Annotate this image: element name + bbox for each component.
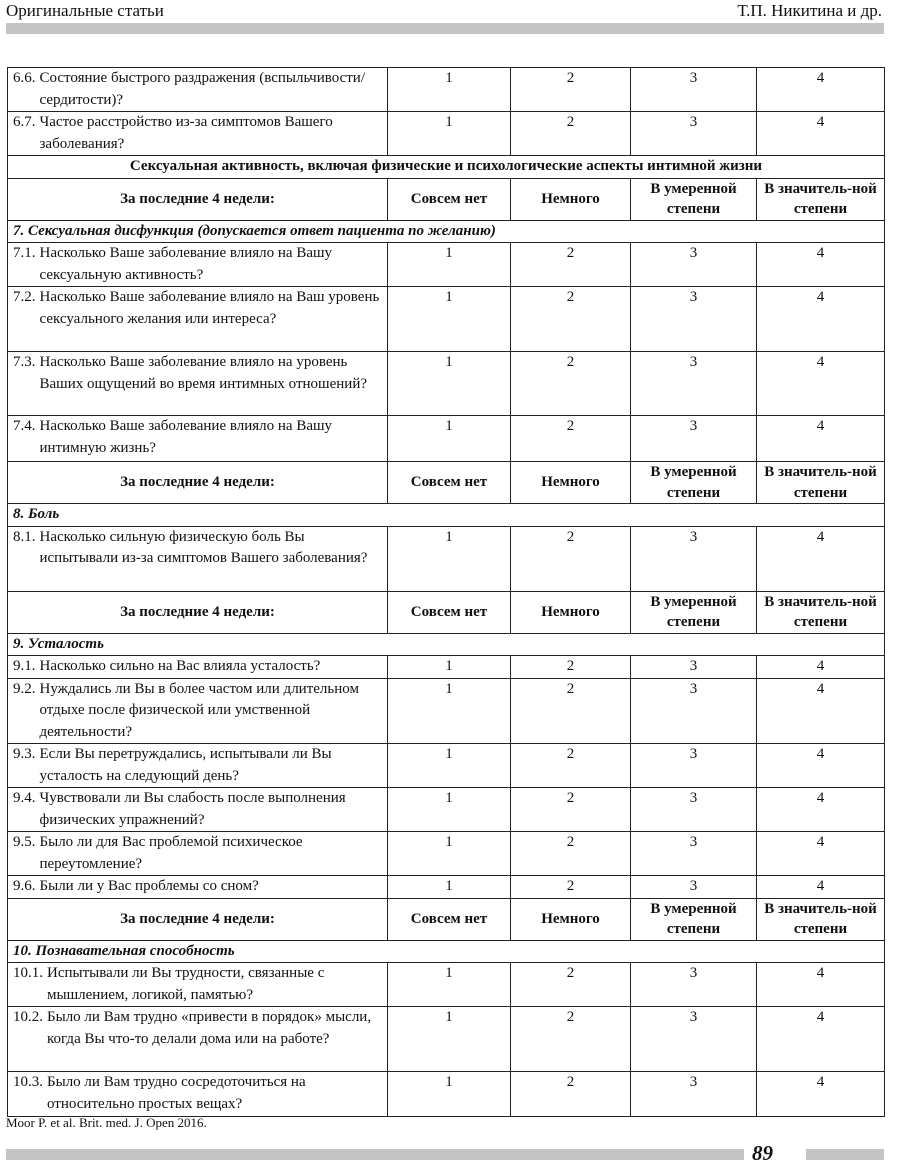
question-number: 6.7. — [13, 114, 36, 130]
not-at-all-header: Совсем нет — [388, 591, 511, 633]
questionnaire-table — [7, 67, 885, 1117]
period-header: За последние 4 недели: — [8, 462, 388, 504]
question-row — [8, 416, 885, 462]
question-row — [8, 788, 885, 832]
question-row — [8, 963, 885, 1007]
section-title-row — [8, 940, 885, 963]
question-text: Были ли у Вас проблемы со сном? — [39, 878, 259, 894]
question-number: 9.6. — [13, 878, 36, 894]
answer-score: 2 — [511, 287, 631, 352]
question-content — [13, 527, 384, 570]
answer-score: 2 — [511, 416, 631, 462]
question-number: 6.6. — [13, 70, 36, 86]
answer-score: 1 — [388, 243, 511, 287]
answer-score: 4 — [757, 526, 885, 591]
column-header-row — [8, 178, 885, 220]
answer-score: 1 — [388, 656, 511, 679]
answer-score: 1 — [388, 68, 511, 112]
question-number: 8.1. — [13, 528, 36, 545]
answer-score: 2 — [511, 1007, 631, 1072]
answer-score: 3 — [631, 1007, 757, 1072]
answer-score: 3 — [631, 788, 757, 832]
running-header — [0, 0, 900, 22]
question-row — [8, 656, 885, 679]
question-text: Состояние быстрого раздражения (вспыльчивости/сердитости)? — [39, 70, 366, 108]
answer-score: 1 — [388, 788, 511, 832]
moderately-header: В умеренной степени — [631, 898, 757, 940]
section-title-row — [8, 504, 885, 527]
section-title: 7. Сексуальная дисфункция (допускается ответ пациента по желанию) — [8, 220, 885, 243]
moderately-header: В умеренной степени — [631, 178, 757, 220]
answer-score: 4 — [757, 1072, 885, 1117]
answer-score: 4 — [757, 68, 885, 112]
question-text: Насколько сильную физическую боль Вы испытывали из-за симптомов Вашего заболевания? — [39, 528, 368, 566]
period-header: За последние 4 недели: — [8, 898, 388, 940]
answer-score: 2 — [511, 243, 631, 287]
question-number: 9.1. — [13, 658, 36, 674]
answer-score: 1 — [388, 678, 511, 744]
question-row — [8, 68, 885, 112]
question-row — [8, 112, 885, 156]
answer-score: 3 — [631, 243, 757, 287]
header-rule — [6, 23, 884, 34]
answer-score: 3 — [631, 68, 757, 112]
a-little-header: Немного — [511, 178, 631, 220]
question-content — [13, 243, 384, 286]
moderately-header: В умеренной степени — [631, 462, 757, 504]
answer-score: 3 — [631, 876, 757, 899]
question-row — [8, 1007, 885, 1072]
not-at-all-header: Совсем нет — [388, 898, 511, 940]
considerably-header: В значитель-ной степени — [757, 591, 885, 633]
question-text: Испытывали ли Вы трудности, связанные с мышлением, логикой, памятью? — [47, 965, 325, 1003]
question-content — [13, 68, 384, 111]
answer-score: 3 — [631, 416, 757, 462]
answer-score: 2 — [511, 832, 631, 876]
column-header-row — [8, 591, 885, 633]
question-row — [8, 243, 885, 287]
answer-score: 4 — [757, 678, 885, 744]
question-text: Было ли Вам трудно сосредоточиться на относительно простых вещах? — [47, 1074, 306, 1112]
question-number: 7.3. — [13, 354, 36, 370]
answer-score: 4 — [757, 112, 885, 156]
question-number: 7.1. — [13, 245, 36, 261]
question-cell — [8, 287, 388, 352]
question-text: Было ли для Вас проблемой психическое переутомление? — [39, 834, 303, 872]
answer-score: 2 — [511, 68, 631, 112]
answer-score: 2 — [511, 352, 631, 416]
question-row — [8, 352, 885, 416]
question-row — [8, 876, 885, 899]
answer-score: 1 — [388, 416, 511, 462]
question-number: 7.4. — [13, 418, 36, 434]
not-at-all-header: Совсем нет — [388, 178, 511, 220]
not-at-all-header: Совсем нет — [388, 462, 511, 504]
considerably-header: В значитель-ной степени — [757, 178, 885, 220]
answer-score: 4 — [757, 352, 885, 416]
question-content — [13, 352, 384, 395]
answer-score: 1 — [388, 1072, 511, 1117]
question-text: Насколько сильно на Вас влияла усталость? — [39, 658, 321, 674]
answer-score: 4 — [757, 416, 885, 462]
question-content — [13, 963, 384, 1006]
considerably-header: В значитель-ной степени — [757, 462, 885, 504]
question-content — [13, 656, 384, 678]
question-cell — [8, 788, 388, 832]
answer-score: 1 — [388, 112, 511, 156]
question-number: 9.2. — [13, 680, 36, 697]
answer-score: 2 — [511, 876, 631, 899]
answer-score: 4 — [757, 876, 885, 899]
considerably-header: В значитель-ной степени — [757, 898, 885, 940]
answer-score: 4 — [757, 243, 885, 287]
question-content — [13, 876, 384, 898]
section-title: 9. Усталость — [8, 633, 885, 656]
answer-score: 3 — [631, 656, 757, 679]
answer-score: 3 — [631, 963, 757, 1007]
question-row — [8, 1072, 885, 1117]
answer-score: 2 — [511, 1072, 631, 1117]
moderately-header: В умеренной степени — [631, 591, 757, 633]
question-cell — [8, 963, 388, 1007]
question-number: 9.5. — [13, 834, 36, 850]
answer-score: 1 — [388, 287, 511, 352]
answer-score: 3 — [631, 287, 757, 352]
answer-score: 1 — [388, 526, 511, 591]
question-content — [13, 416, 384, 459]
question-content — [13, 832, 384, 875]
question-cell — [8, 876, 388, 899]
question-row — [8, 744, 885, 788]
page-number: 89 — [752, 1141, 773, 1165]
question-cell — [8, 744, 388, 788]
question-text: Частое расстройство из-за симптомов Вашего заболевания? — [39, 114, 333, 152]
answer-score: 3 — [631, 678, 757, 744]
answer-score: 2 — [511, 678, 631, 744]
question-cell — [8, 832, 388, 876]
footer-rule-left — [6, 1149, 744, 1160]
section-title: 10. Познавательная способность — [8, 940, 885, 963]
question-cell — [8, 1072, 388, 1117]
answer-score: 3 — [631, 832, 757, 876]
question-text: Насколько Ваше заболевание влияло на Ваш уровень сексуального желания или интереса? — [39, 289, 380, 327]
answer-score: 1 — [388, 1007, 511, 1072]
answer-score: 2 — [511, 963, 631, 1007]
question-cell — [8, 243, 388, 287]
question-content — [13, 287, 384, 330]
answer-score: 2 — [511, 744, 631, 788]
answer-score: 2 — [511, 656, 631, 679]
answer-score: 3 — [631, 1072, 757, 1117]
answer-score: 4 — [757, 1007, 885, 1072]
question-cell — [8, 656, 388, 679]
question-number: 7.2. — [13, 289, 36, 305]
answer-score: 2 — [511, 788, 631, 832]
answer-score: 4 — [757, 656, 885, 679]
question-cell — [8, 416, 388, 462]
period-header: За последние 4 недели: — [8, 591, 388, 633]
question-row — [8, 287, 885, 352]
question-content — [13, 679, 384, 744]
column-header-row — [8, 898, 885, 940]
answer-score: 4 — [757, 788, 885, 832]
a-little-header: Немного — [511, 462, 631, 504]
answer-score: 4 — [757, 287, 885, 352]
article-authors: Т.П. Никитина и др. — [737, 1, 882, 20]
answer-score: 1 — [388, 876, 511, 899]
question-text: Было ли Вам трудно «привести в порядок» мысли, когда Вы что-то делали дома или на работе? — [47, 1009, 372, 1047]
answer-score: 1 — [388, 352, 511, 416]
question-text: Если Вы перетруждались, испытывали ли Вы усталость на следующий день? — [39, 746, 332, 784]
question-row — [8, 678, 885, 744]
answer-score: 3 — [631, 112, 757, 156]
question-content — [13, 1072, 384, 1115]
a-little-header: Немного — [511, 898, 631, 940]
question-content — [13, 744, 384, 787]
footnote: Moor P. et al. Brit. med. J. Open 2016. — [6, 1115, 207, 1130]
question-cell — [8, 526, 388, 591]
answer-score: 1 — [388, 963, 511, 1007]
question-cell — [8, 678, 388, 744]
question-text: Насколько Ваше заболевание влияло на уровень Ваших ощущений во время интимных отношений? — [39, 354, 368, 392]
question-text: Нуждались ли Вы в более частом или длительном отдыхе после физической или умственной деятельности? — [39, 680, 359, 740]
answer-score: 4 — [757, 744, 885, 788]
section-title: 8. Боль — [8, 504, 885, 527]
period-header: За последние 4 недели: — [8, 178, 388, 220]
answer-score: 1 — [388, 832, 511, 876]
question-number: 10.3. — [13, 1074, 43, 1090]
question-number: 10.1. — [13, 965, 43, 981]
answer-score: 1 — [388, 744, 511, 788]
category-row — [8, 156, 885, 179]
question-content — [13, 788, 384, 831]
question-text: Чувствовали ли Вы слабость после выполнения физических упражнений? — [39, 790, 346, 828]
question-content — [13, 1007, 384, 1050]
footer-rule-right — [806, 1149, 884, 1160]
question-text: Насколько Ваше заболевание влияло на Вашу сексуальную активность? — [39, 245, 333, 283]
question-cell — [8, 68, 388, 112]
answer-score: 4 — [757, 832, 885, 876]
a-little-header: Немного — [511, 591, 631, 633]
question-cell — [8, 352, 388, 416]
question-row — [8, 526, 885, 591]
answer-score: 3 — [631, 352, 757, 416]
section-title-row — [8, 633, 885, 656]
question-number: 10.2. — [13, 1009, 43, 1025]
question-content — [13, 112, 384, 155]
question-text: Насколько Ваше заболевание влияло на Вашу интимную жизнь? — [39, 418, 333, 456]
question-number: 9.4. — [13, 790, 36, 806]
category-title: Сексуальная активность, включая физические и психологические аспекты интимной жизни — [8, 156, 885, 179]
question-number: 9.3. — [13, 746, 36, 762]
question-cell — [8, 1007, 388, 1072]
question-cell — [8, 112, 388, 156]
answer-score: 2 — [511, 526, 631, 591]
answer-score: 2 — [511, 112, 631, 156]
section-title-row — [8, 220, 885, 243]
column-header-row — [8, 462, 885, 504]
answer-score: 3 — [631, 744, 757, 788]
journal-section: Оригинальные статьи — [6, 1, 164, 20]
question-row — [8, 832, 885, 876]
answer-score: 4 — [757, 963, 885, 1007]
answer-score: 3 — [631, 526, 757, 591]
